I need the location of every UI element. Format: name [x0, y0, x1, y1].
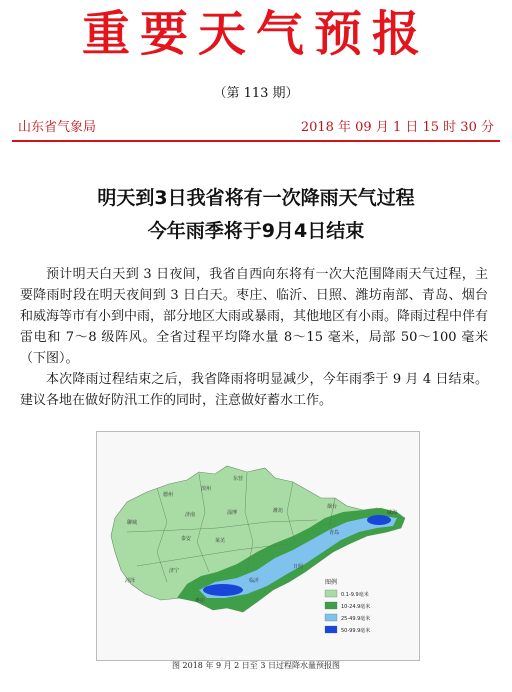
map-graphic [97, 432, 419, 660]
city-label: 潍坊 [273, 508, 284, 514]
city-label: 日照 [293, 564, 304, 570]
article-body [20, 264, 488, 411]
map-caption: 图 2018 年 9 月 2 日至 3 日过程降水量预报图 [172, 661, 340, 670]
city-label: 莱芜 [215, 538, 226, 544]
precipitation-map [96, 431, 420, 661]
city-label: 菏泽 [125, 578, 136, 584]
city-label: 临沂 [249, 578, 260, 584]
paragraph-rainy-season: 本次降雨过程结束之后，我省降雨将明显减少，今年雨季于 9 月 4 日结束。建议各地在做好防汛工作的同时，注意做好蓄水工作。 [20, 372, 488, 408]
legend-label-4: 50-99.9毫米 [341, 628, 371, 634]
issuing-agency: 山东省气象局 [18, 120, 97, 135]
city-label: 滨州 [201, 486, 212, 492]
map-legend [325, 578, 370, 634]
header-divider [12, 140, 500, 142]
city-label: 枣庄 [195, 598, 206, 604]
legend-label-1: 0.1-9.9毫米 [341, 592, 369, 598]
rain-core-south [203, 584, 243, 596]
legend-title: 图例 [325, 579, 338, 586]
paragraph-forecast: 预计明天白天到 3 日夜间，我省自西向东将有一次大范围降雨天气过程，主要降雨时段在明天夜间到 3 日白天。枣庄、临沂、日照、潍坊南部、青岛、烟台和威海等市有小到中雨，部分地区大雨或暴雨，其他地区有小雨。降雨过程中伴有雷电和 7～8 级阵风。全省过程平均降水量 8～15 毫米，局部 50～100 毫米（下图）。 [20, 267, 489, 366]
city-label: 聊城 [127, 520, 138, 526]
city-label: 淄博 [227, 510, 238, 516]
legend-swatch-1 [325, 590, 337, 597]
city-label: 泰安 [181, 536, 192, 542]
city-label: 济南 [185, 512, 196, 518]
issue-number: （第 113 期） [213, 86, 299, 101]
city-label: 烟台 [327, 504, 338, 510]
legend-label-2: 10-24.9毫米 [341, 604, 371, 610]
legend-swatch-4 [325, 626, 337, 633]
headline-line-1: 明天到3日我省将有一次降雨天气过程 [97, 187, 415, 209]
city-label: 威海 [387, 510, 398, 516]
legend-swatch-3 [325, 614, 337, 621]
issue-datetime: 2018 年 09 月 1 日 15 时 30 分 [300, 120, 494, 135]
headline-line-2: 今年雨季将于9月4日结束 [147, 220, 365, 242]
legend-label-3: 25-49.9毫米 [341, 616, 371, 622]
meta-line [18, 114, 494, 138]
bulletin-title: 重要天气预报 [81, 6, 430, 62]
city-label: 青岛 [329, 530, 340, 536]
rain-core-east [367, 515, 391, 525]
city-label: 德州 [163, 492, 174, 498]
city-label: 济宁 [169, 568, 180, 574]
city-label: 东营 [233, 476, 244, 482]
legend-swatch-2 [325, 602, 337, 609]
